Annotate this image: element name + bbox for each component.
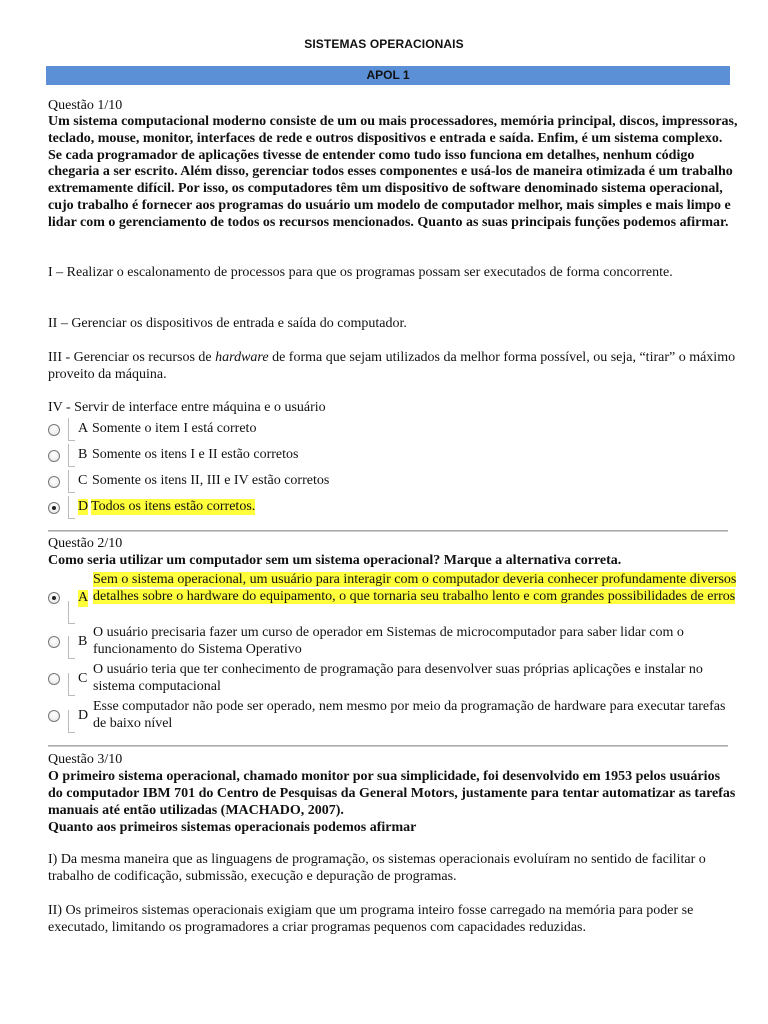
option-letter: D [78, 708, 89, 723]
q1-option-a[interactable] [48, 420, 738, 442]
option-letter: B [78, 447, 88, 462]
option-box [68, 636, 75, 659]
item-3-text-a: III - Gerenciar os recursos de [48, 350, 212, 365]
q1-option-b[interactable] [48, 446, 738, 468]
option-box [68, 673, 75, 696]
option-box [68, 496, 75, 519]
option-text: Esse computador não pode ser operado, nem mesmo por meio da programação de hardware para executar tarefas de baixo nível [93, 699, 726, 731]
option-box [68, 470, 75, 493]
option-text: Somente os itens II, III e IV estão corretos [92, 473, 330, 488]
question-1-label: Questão 1/10 [48, 98, 123, 113]
question-3-item-2: II) Os primeiros sistemas operacionais exigiam que um programa inteiro fosse carregado na memória para poder se executado, limitando os programadores a criar programas pequenos com capacidades reduzidas. [48, 903, 694, 935]
q2-option-b[interactable] [48, 625, 738, 659]
option-text: Somente os itens I e II estão corretos [92, 447, 299, 462]
question-3-item-1: I) Da mesma maneira que as linguagens de programação, os sistemas operacionais evoluíram no sentido de facilitar o trabalho de codificação, submissão, execução e depuração de programas. [48, 852, 706, 884]
option-text: Somente o item I está correto [92, 421, 257, 436]
option-box [68, 710, 75, 733]
option-letter: A [78, 590, 89, 605]
option-text: O usuário precisaria fazer um curso de operador em Sistemas de microcomputador para saber lidar com o funcionamento do Sistema Operativo [93, 625, 684, 657]
radio-icon[interactable] [48, 424, 60, 436]
question-1-item-4: IV - Servir de interface entre máquina e o usuário [48, 400, 326, 415]
question-3-stem: O primeiro sistema operacional, chamado monitor por sua simplicidade, foi desenvolvido em 1953 pelos usuários do computador IBM 701 do Centro de Pesquisas da General Motors, justamente para tentar automatizar as tarefas manuais até então utilizadas (MACHADO, 2007). [48, 769, 736, 818]
radio-icon[interactable] [48, 636, 60, 648]
q2-option-d[interactable] [48, 699, 738, 733]
question-3-label: Questão 3/10 [48, 752, 123, 767]
divider [48, 530, 728, 532]
question-1-item-3 [48, 350, 738, 384]
option-box [68, 601, 75, 624]
option-letter: C [78, 671, 88, 686]
q2-option-a[interactable] [48, 572, 738, 624]
option-letter: B [78, 634, 88, 649]
item-3-text-b: de forma que sejam utilizados da melhor forma possível, ou seja, “tirar” o máximo proveito da máquina. [48, 350, 736, 382]
radio-icon[interactable] [48, 710, 60, 722]
q2-option-c[interactable] [48, 662, 738, 696]
page-title: SISTEMAS OPERACIONAIS [304, 37, 464, 51]
radio-icon[interactable] [48, 476, 60, 488]
option-box [68, 418, 75, 441]
section-bar: APOL 1 [46, 66, 730, 85]
option-letter: D [78, 499, 89, 514]
radio-selected-icon[interactable] [48, 592, 60, 604]
option-text: Todos os itens estão corretos. [91, 499, 256, 514]
radio-icon[interactable] [48, 450, 60, 462]
radio-selected-icon[interactable] [48, 502, 60, 514]
question-2-label: Questão 2/10 [48, 536, 123, 551]
option-letter: C [78, 473, 88, 488]
question-1-stem: Um sistema computacional moderno consiste de um ou mais processadores, memória principal, discos, impressoras, teclado, mouse, monitor, interfaces de rede e outros dispositivos e entrada e saída. Enfim, é um sistema complexo. Se cada programador de aplicações tivesse de entender como tudo isso funciona em detalhes, nenhum código chegaria a ser escrito. Além disso, gerenciar todos esses componentes e usá-los de maneira otimizada é um trabalho extremamente difícil. Por isso, os computadores têm um dispositivo de software denominado sistema operacional, cujo trabalho é fornecer aos programas do usuário um modelo de computador melhor, mais simples e mais limpo e lidar com o gerenciamento de todos os recursos mencionados. Quanto as suas principais funções podemos afirmar. [48, 114, 738, 230]
option-text: O usuário teria que ter conhecimento de programação para desenvolver suas próprias aplicações e instalar no sistema computacional [93, 662, 703, 694]
option-text: Sem o sistema operacional, um usuário para interagir com o computador deveria conhecer profundamente diversos detalhes sobre o hardware do equipamento, o que tornaria seu trabalho lento e com grandes possibilidades de erros [93, 572, 737, 604]
item-3-hardware: hardware [215, 350, 269, 365]
q1-option-d[interactable] [48, 498, 738, 520]
option-letter: A [78, 421, 89, 436]
q1-option-c[interactable] [48, 472, 738, 494]
radio-icon[interactable] [48, 673, 60, 685]
question-1-item-2: II – Gerenciar os dispositivos de entrada e saída do computador. [48, 316, 407, 331]
divider [48, 745, 728, 747]
question-1-item-1: I – Realizar o escalonamento de processos para que os programas possam ser executados de forma concorrente. [48, 265, 673, 280]
option-text-wrap [93, 572, 738, 605]
option-box [68, 444, 75, 467]
question-3-stem-2: Quanto aos primeiros sistemas operacionais podemos afirmar [48, 820, 417, 835]
question-2-stem: Como seria utilizar um computador sem um sistema operacional? Marque a alternativa correta. [48, 553, 622, 568]
